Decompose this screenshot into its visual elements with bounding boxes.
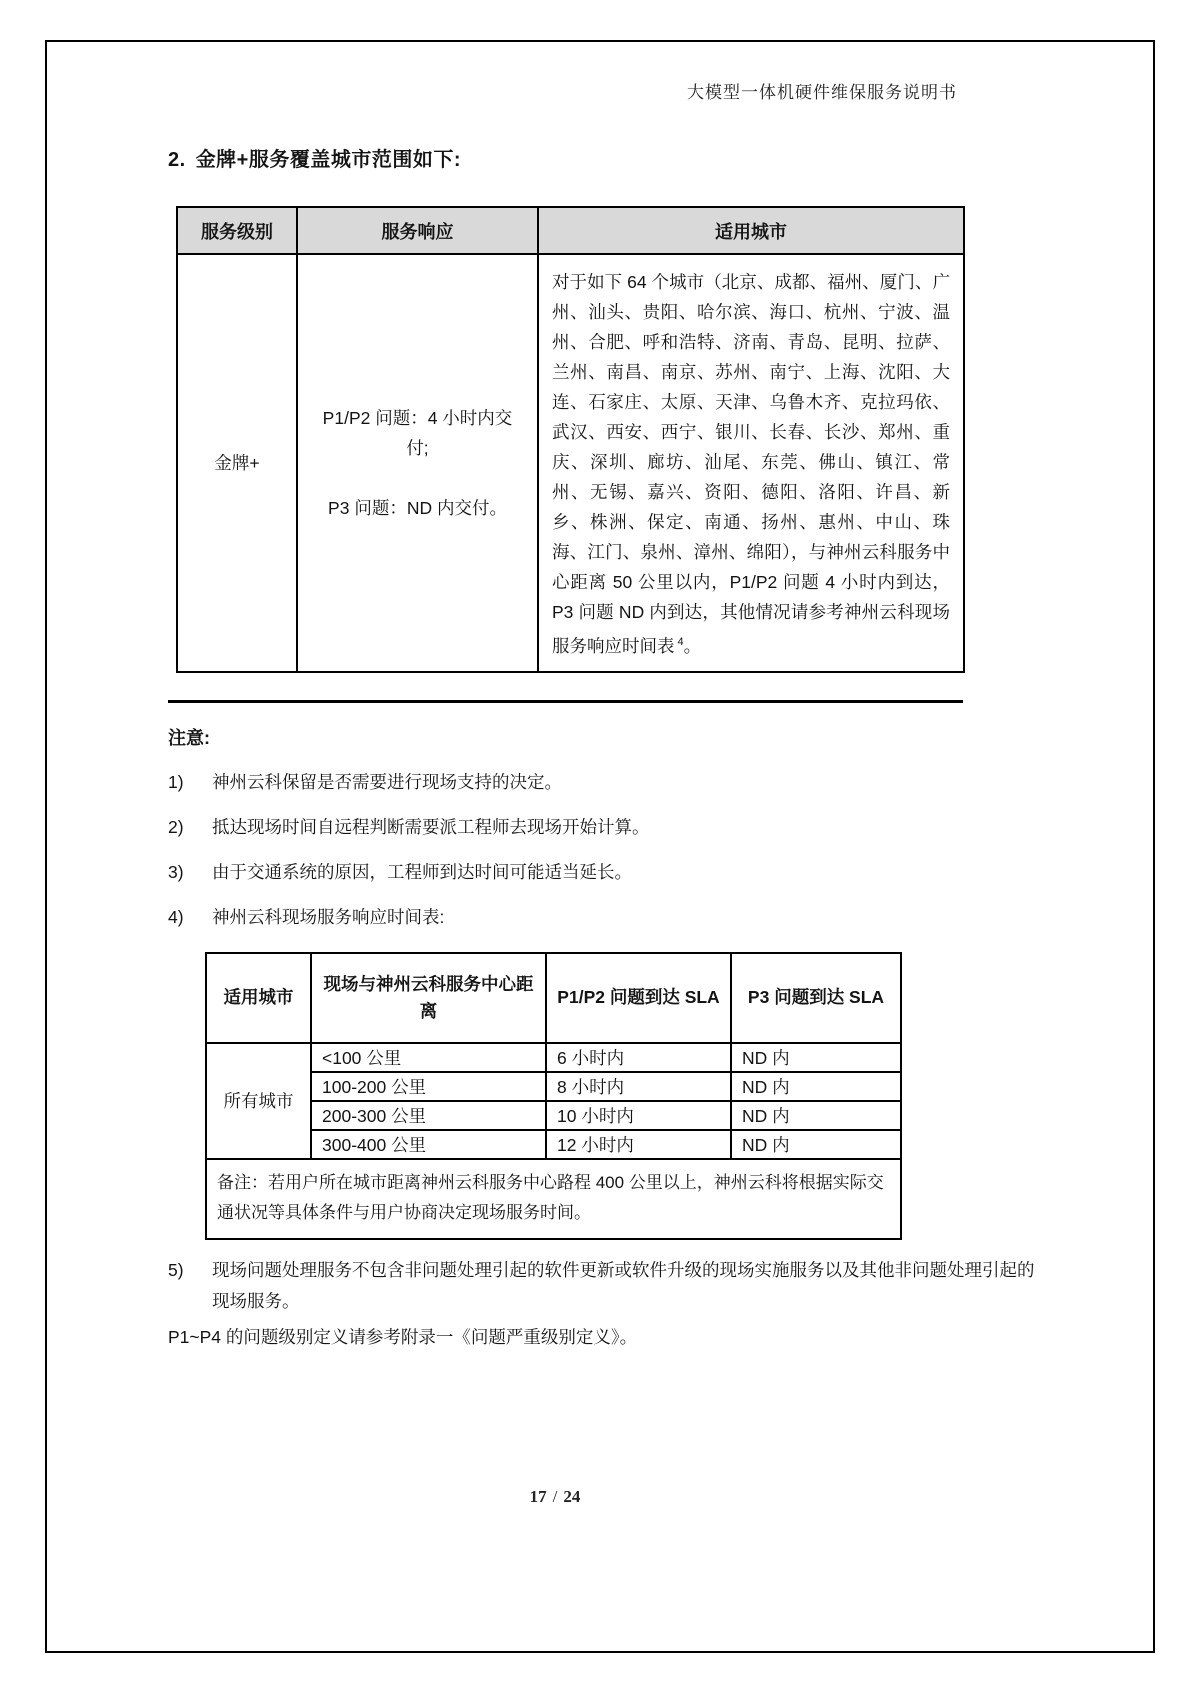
p1p2-sla-cell: 10 小时内 [546, 1101, 731, 1130]
note-number: 2) [168, 816, 184, 837]
header-p1p2-sla: P1/P2 问题到达 SLA [546, 953, 731, 1043]
note-item-4 [168, 904, 1035, 930]
note-item-5 [168, 1255, 1035, 1317]
p1p2-sla-cell: 6 小时内 [546, 1043, 731, 1072]
header-service-response: 服务响应 [297, 207, 538, 254]
applicable-cities-cell [538, 254, 964, 672]
p3-sla-cell: ND 内 [731, 1072, 901, 1101]
note-text: 抵达现场时间自远程判断需要派工程师去现场开始计算。 [212, 816, 650, 837]
note-text: 由于交通系统的原因，工程师到达时间可能适当延长。 [212, 861, 632, 882]
city-scope-cell: 所有城市 [206, 1043, 311, 1159]
header-p3-sla: P3 问题到达 SLA [731, 953, 901, 1043]
footnote-reference: 4 [677, 636, 684, 648]
p3-sla-cell: ND 内 [731, 1101, 901, 1130]
note-text: 神州云科保留是否需要进行现场支持的决定。 [212, 771, 562, 792]
sla-row-2 [206, 1072, 901, 1101]
section-heading [168, 143, 1035, 172]
service-response-cell [297, 254, 538, 672]
section-heading-text: 金牌+服务覆盖城市范围如下: [195, 149, 462, 171]
note-item-2 [168, 814, 1035, 840]
note-number: 3) [168, 861, 184, 882]
page-number [0, 1487, 1110, 1507]
distance-cell: <100 公里 [311, 1043, 546, 1072]
sla-row-1 [206, 1043, 901, 1072]
document-header-title: 大模型一体机硬件维保服务说明书 [687, 83, 957, 102]
cities-text-end: 。 [683, 635, 702, 656]
page-number-total: 24 [563, 1487, 581, 1506]
distance-cell: 300-400 公里 [311, 1130, 546, 1159]
note-text: 现场问题处理服务不包含非问题处理引起的软件更新或软件升级的现场实施服务以及其他非问题处理引起的现场服务。 [212, 1259, 1035, 1311]
section-divider [168, 700, 963, 703]
note-item-3 [168, 859, 1035, 885]
note-number: 5) [168, 1259, 184, 1280]
remark-cell: 备注：若用户所在城市距离神州云科服务中心路程 400 公里以上，神州云科将根据实际交通状况等具体条件与用户协商决定现场服务时间。 [206, 1159, 901, 1239]
p1p2-sla-cell: 8 小时内 [546, 1072, 731, 1101]
response-time-table [205, 952, 902, 1240]
service-table-header-row [177, 207, 964, 254]
header-service-level: 服务级别 [177, 207, 297, 254]
closing-statement: P1~P4 的问题级别定义请参考附录一《问题严重级别定义》。 [168, 1326, 638, 1347]
section-heading-number: 2. [168, 149, 186, 171]
service-coverage-table [176, 206, 965, 673]
header-distance: 现场与神州云科服务中心距离 [311, 953, 546, 1043]
notes-label: 注意: [168, 727, 210, 748]
sla-remark-row [206, 1159, 901, 1239]
response-line-p1p2: P1/P2 问题：4 小时内交付; [322, 407, 513, 458]
p3-sla-cell: ND 内 [731, 1130, 901, 1159]
distance-cell: 200-300 公里 [311, 1101, 546, 1130]
sla-table-header-row [206, 953, 901, 1043]
page-number-current: 17 [529, 1487, 547, 1506]
header-applicable-cities: 适用城市 [538, 207, 964, 254]
note-number: 4) [168, 906, 184, 927]
distance-cell: 100-200 公里 [311, 1072, 546, 1101]
cities-text: 对于如下 64 个城市（北京、成都、福州、厦门、广州、汕头、贵阳、哈尔滨、海口、杭州、宁波、温州、合肥、呼和浩特、济南、青岛、昆明、拉萨、兰州、南昌、南京、苏州、南宁、上海、沈阳、大连、石家庄、太原、天津、乌鲁木齐、克拉玛依、武汉、西安、西宁、银川、长春、长沙、郑州、重庆、深圳、廊坊、汕尾、东莞、佛山、镇江、常州、无锡、嘉兴、资阳、德阳、洛阳、许昌、新乡、株洲、保定、南通、扬州、惠州、中山、珠海、江门、泉州、漳州、绵阳），与神州云科服务中心距离 50 公里以内，P1/P2 问题 4 小时内到达，P3 问题 ND 内到达，其他情况请参考神州云科现场服务响应时间表 [552, 272, 950, 656]
service-level-cell: 金牌+ [177, 254, 297, 672]
note-item-1 [168, 769, 1035, 795]
header-city-scope: 适用城市 [206, 953, 311, 1043]
p1p2-sla-cell: 12 小时内 [546, 1130, 731, 1159]
p3-sla-cell: ND 内 [731, 1043, 901, 1072]
sla-row-4 [206, 1130, 901, 1159]
note-number: 1) [168, 771, 184, 792]
sla-row-3 [206, 1101, 901, 1130]
page-number-separator: / [552, 1487, 558, 1506]
note-text: 神州云科现场服务响应时间表: [212, 906, 445, 927]
service-table-body-row [177, 254, 964, 672]
response-line-p3: P3 问题：ND 内交付。 [328, 497, 507, 518]
